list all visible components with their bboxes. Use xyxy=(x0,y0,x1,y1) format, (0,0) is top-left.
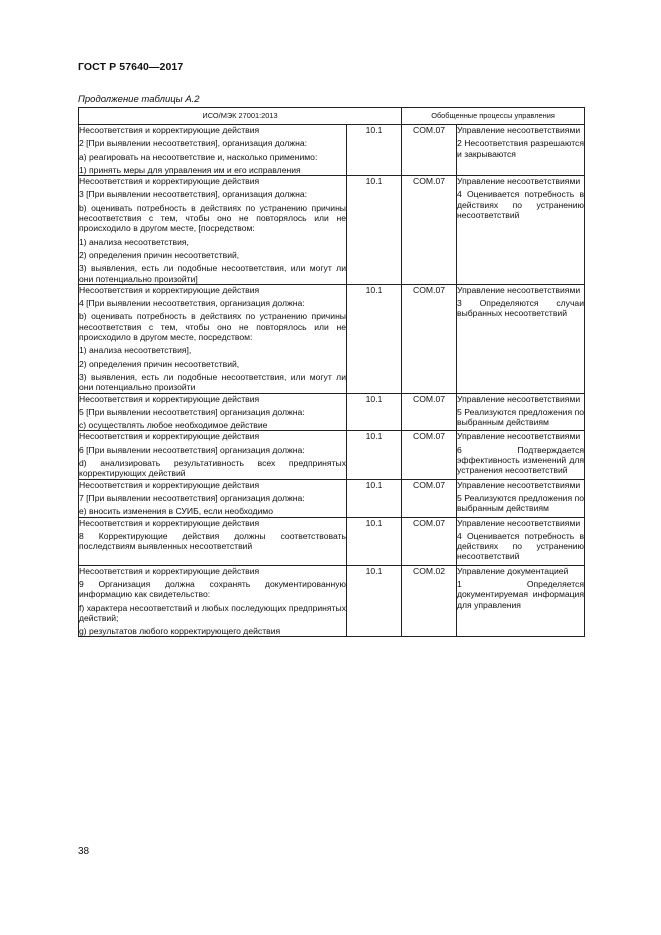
table-row xyxy=(79,393,585,431)
requirement-text: 3) выявления, есть ли подобные несоответствия, или могут ли они потенциально произойти xyxy=(79,371,346,393)
requirement-text: Несоответствия и корректирующие действия xyxy=(79,176,260,187)
page-number: 38 xyxy=(78,846,90,857)
process-code: COM.07 xyxy=(402,393,457,431)
table-body xyxy=(79,125,585,637)
requirement-cell xyxy=(79,393,347,431)
table-row xyxy=(79,176,585,285)
clause-number: 10.1 xyxy=(347,176,402,285)
process-description-text: 5 Реализуются предложения по выбранным действиям xyxy=(457,492,585,514)
process-description-text: 3 Определяются случаи выбранных несоответствий xyxy=(457,298,585,319)
process-code: COM.07 xyxy=(402,176,457,285)
process-description-text: Управление документацией xyxy=(457,565,569,576)
table-row xyxy=(79,284,585,393)
process-code: COM.07 xyxy=(402,479,457,517)
requirement-cell xyxy=(79,565,347,637)
process-code: COM.07 xyxy=(402,125,457,176)
requirement-text: b) оценивать потребность в действиях по устранению причины несоответствия с тем, чтобы оно не повторялось или не происходило в другом месте, [посредством: xyxy=(79,202,346,234)
process-description-text: Управление несоответствиями xyxy=(457,176,581,187)
requirement-cell xyxy=(79,431,347,479)
clause-number: 10.1 xyxy=(347,565,402,637)
requirement-text: 3 [При выявлении несоответствия], организация должна: xyxy=(79,189,308,200)
process-description-text: Управление несоответствиями xyxy=(457,479,581,490)
requirement-text: b) оценивать потребность в действиях по устранению причины несоответствия с тем, чтобы оно не повторялось или не происходило в другом месте, посредством: xyxy=(79,311,346,343)
requirement-text: Несоответствия и корректирующие действия xyxy=(79,431,260,442)
requirement-text: Несоответствия и корректирующие действия xyxy=(79,517,260,528)
process-description-text: 2 Несоответствия разрешаются и закрываются xyxy=(457,138,585,159)
requirement-text: 4 [При выявлении несоответствия, организация должна: xyxy=(79,298,305,309)
process-code: COM.02 xyxy=(402,565,457,637)
process-description-cell xyxy=(457,431,585,479)
requirement-text: 5 [При выявлении несоответствия] организация должна: xyxy=(79,406,305,417)
requirement-text: d) анализировать результативность всех предпринятых корректирующих действий xyxy=(79,458,346,479)
requirement-cell xyxy=(79,284,347,393)
process-description-text: Управление несоответствиями xyxy=(457,125,581,135)
process-description-text: 6 Подтверждается эффективность изменений для устранения несоответствий xyxy=(457,444,585,476)
process-description-text: 4 Оценивается потребность в действиях по устранению несоответствий xyxy=(457,189,585,221)
table-row xyxy=(79,479,585,517)
process-description-cell xyxy=(457,565,585,637)
requirement-text: 9 Организация должна сохранять документированную информацию как свидетельство: xyxy=(79,578,346,600)
table-row xyxy=(79,125,585,176)
clause-number: 10.1 xyxy=(347,393,402,431)
requirement-text: Несоответствия и корректирующие действия xyxy=(79,479,260,490)
process-code: COM.07 xyxy=(402,284,457,393)
table-header-row xyxy=(79,108,585,125)
table-row xyxy=(79,565,585,637)
clause-number: 10.1 xyxy=(347,284,402,393)
requirement-text: 1) принять меры для управления им и его исправления xyxy=(79,164,301,175)
table-row xyxy=(79,431,585,479)
requirement-text: c) осуществлять любое необходимое действие xyxy=(79,420,268,431)
column-header-iso: ИСО/МЭК 27001:2013 xyxy=(79,108,402,125)
document-header: ГОСТ Р 57640—2017 xyxy=(78,61,184,73)
process-code: COM.07 xyxy=(402,431,457,479)
process-description-cell xyxy=(457,176,585,285)
requirement-cell xyxy=(79,517,347,565)
requirement-text: 2 [При выявлении несоответствия], организация должна: xyxy=(79,138,308,149)
process-description-text: Управление несоответствиями xyxy=(457,517,581,528)
requirement-text: Несоответствия и корректирующие действия xyxy=(79,393,260,404)
process-description-text: Управление несоответствиями xyxy=(457,284,581,295)
clause-number: 10.1 xyxy=(347,431,402,479)
requirement-text: 2) определения причин несоответствий, xyxy=(79,249,240,260)
process-description-cell xyxy=(457,393,585,431)
process-description-text: Управление несоответствиями xyxy=(457,431,581,442)
table-row xyxy=(79,517,585,565)
process-description-text: 1 Определяется документируемая информация для управления xyxy=(457,578,585,610)
process-description-cell xyxy=(457,479,585,517)
table-caption: Продолжение таблицы А.2 xyxy=(78,94,200,105)
clause-number: 10.1 xyxy=(347,517,402,565)
requirement-text: a) реагировать на несоответствие и, насколько применимо: xyxy=(79,151,318,162)
process-description-text: 4 Оценивается потребность в действиях по устранению несоответствий xyxy=(457,530,585,562)
requirement-text: 1) анализа несоответствия], xyxy=(79,345,192,356)
process-description-text: Управление несоответствиями xyxy=(457,393,581,404)
requirement-text: 8 Корректирующие действия должны соответствовать последствиям выявленных несоответствий xyxy=(79,530,346,552)
requirement-cell xyxy=(79,479,347,517)
requirement-text: 2) определения причин несоответствий, xyxy=(79,358,240,369)
clause-number: 10.1 xyxy=(347,125,402,176)
correspondence-table xyxy=(78,107,585,637)
requirement-text: f) характера несоответствий и любых последующих предпринятых действий; xyxy=(79,602,346,623)
requirement-text: Несоответствия и корректирующие действия xyxy=(79,125,260,135)
process-description-text: 5 Реализуются предложения по выбранным действиям xyxy=(457,406,585,428)
process-code: COM.07 xyxy=(402,517,457,565)
requirement-text: e) вносить изменения в СУИБ, если необходимо xyxy=(79,506,273,517)
requirement-text: 7 [При выявлении несоответствия] организация должна: xyxy=(79,492,305,503)
requirement-text: Несоответствия и корректирующие действия xyxy=(79,565,260,576)
process-description-cell xyxy=(457,517,585,565)
requirement-text: 6 [При выявлении несоответствия] организация должна: xyxy=(79,444,305,455)
process-description-cell xyxy=(457,284,585,393)
requirement-text: Несоответствия и корректирующие действия xyxy=(79,284,260,295)
requirement-text: 1) анализа несоответствия, xyxy=(79,236,189,247)
clause-number: 10.1 xyxy=(347,479,402,517)
column-header-processes: Обобщенные процессы управления xyxy=(402,108,585,125)
process-description-cell xyxy=(457,125,585,176)
requirement-cell xyxy=(79,176,347,285)
requirement-cell xyxy=(79,125,347,176)
requirement-text: 3) выявления, есть ли подобные несоответствия, или могут ли они потенциально произойти] xyxy=(79,263,346,284)
requirement-text: g) результатов любого корректирующего действия xyxy=(79,626,281,637)
